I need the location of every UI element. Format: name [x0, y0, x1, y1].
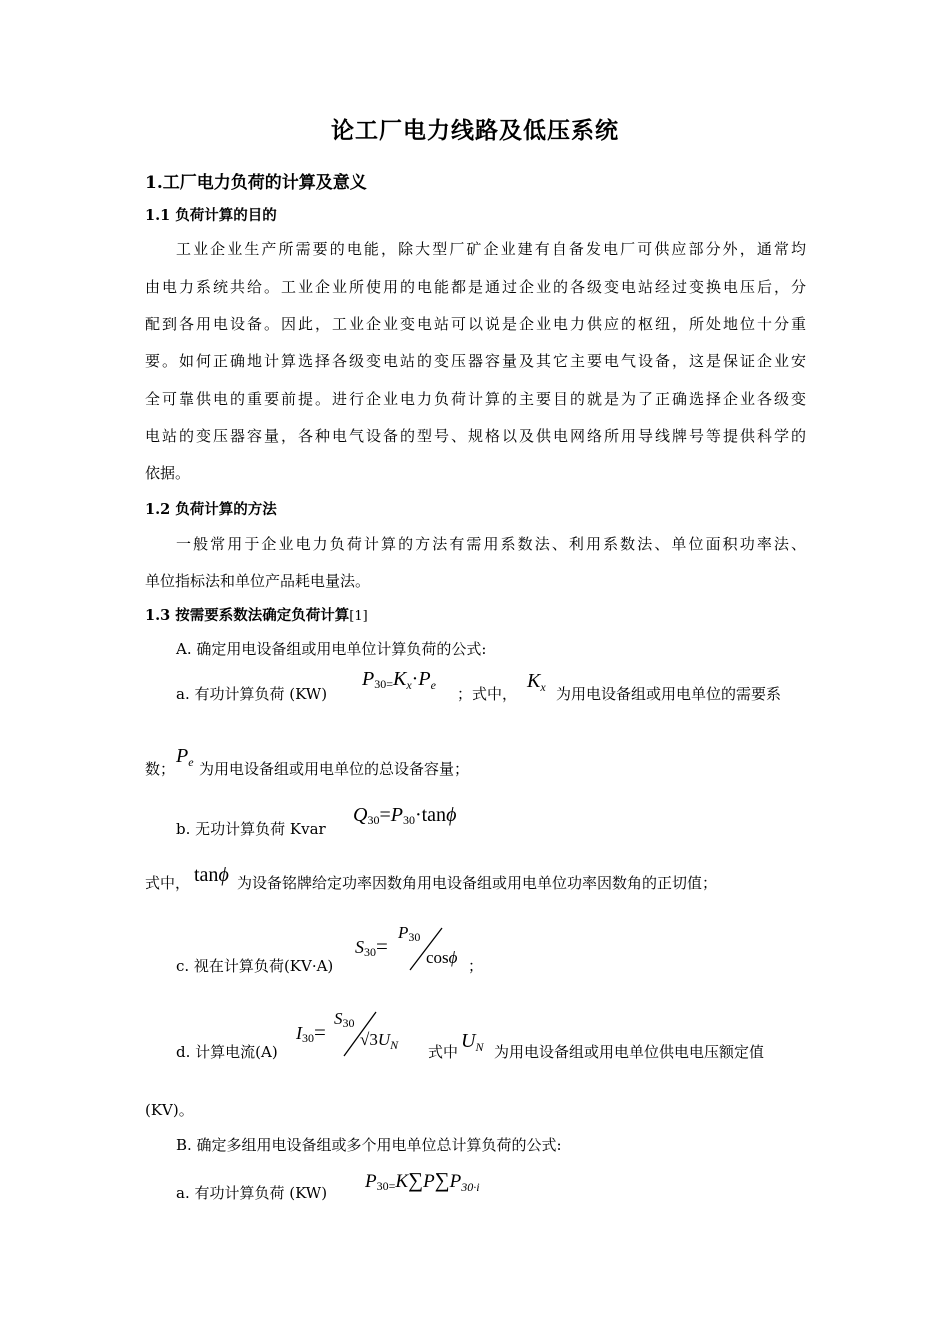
tan-function: tan — [194, 864, 219, 886]
part-b-heading: B. 确定多组用电设备组或多个用电单位总计算负荷的公式: — [176, 1136, 562, 1154]
paragraph-line: 一般常用于企业电力负荷计算的方法有需用系数法、利用系数法、单位面积功率法、 — [176, 535, 806, 553]
section-heading-1: 1.工厂电力负荷的计算及意义 — [145, 173, 367, 193]
document-title: 论工厂电力线路及低压系统 — [331, 117, 619, 144]
sigma-symbol: ∑ — [408, 1168, 424, 1192]
symbol-u: U — [461, 1030, 476, 1052]
symbol-tan-phi — [194, 864, 229, 887]
symbol-p: P — [418, 668, 431, 690]
symbol-kx — [527, 670, 546, 695]
subscript: 30 — [376, 1179, 389, 1193]
citation-ref: [1] — [349, 609, 368, 624]
paragraph-line: 依据。 — [145, 464, 191, 482]
equals-sign: = — [388, 1179, 396, 1193]
subscript: N — [475, 1040, 484, 1054]
symbol-k: K — [393, 668, 407, 690]
symbol-u: U — [377, 1030, 391, 1049]
symbol-p: P — [423, 1171, 435, 1192]
section-heading-1-1: 1.1 负荷计算的目的 — [145, 207, 277, 224]
subscript: e — [188, 755, 194, 769]
paragraph-line: 配到各用电设备。因此，工业企业变电站可以说是企业电力供应的枢纽，所处地位十分重 — [145, 315, 806, 333]
subscript: 30 — [302, 1031, 314, 1045]
section-heading-1-3 — [145, 604, 368, 625]
subscript: 30 — [402, 813, 415, 827]
formula-i30 — [296, 1020, 326, 1046]
paragraph-line: 电站的变压器容量，各种电气设备的型号、规格以及供电网络所用导线牌号等提供科学的 — [145, 427, 806, 445]
formula-a-cont-start: 数； — [145, 760, 176, 778]
symbol-p: P — [449, 1171, 462, 1192]
subscript: 30 — [367, 813, 380, 827]
subscript: e — [430, 678, 436, 692]
fraction-denominator — [360, 1030, 398, 1053]
symbol-p: P — [362, 668, 375, 690]
formula-b-note-end: 为设备铭牌给定功率因数角用电设备组或用电单位功率因数角的正切值； — [237, 874, 718, 892]
dot-operator: · — [414, 804, 422, 826]
formula-c-label: c. 视在计算负荷(KV·A) — [176, 957, 334, 975]
heading-text: 1.3 按需要系数法确定负荷计算 — [145, 607, 350, 624]
formula-d-label: d. 计算电流(A) — [176, 1043, 278, 1061]
subscript: 30 — [408, 930, 421, 944]
formula-b-label: b. 无功计算负荷 Kvar — [176, 820, 326, 838]
paragraph-line: 单位指标法和单位产品耗电量法。 — [145, 572, 371, 590]
paragraph-line: 工业企业生产所需要的电能，除大型厂矿企业建有自备发电厂可供应部分外，通常均 — [176, 240, 806, 258]
symbol-pe — [176, 745, 194, 770]
formula-p30-sum — [365, 1168, 480, 1195]
subscript: 30 — [342, 1016, 355, 1030]
symbol-p: P — [365, 1171, 377, 1192]
cos-function: cos — [426, 948, 449, 967]
sqrt-three: √3 — [360, 1030, 378, 1049]
symbol-i: I — [296, 1023, 302, 1043]
symbol-un — [461, 1030, 483, 1055]
equals-sign: = — [379, 804, 391, 826]
formula-a-label: a. 有功计算负荷 (KW) — [176, 685, 328, 703]
formula-d-mid: 式中 — [428, 1043, 459, 1061]
symbol-phi: ϕ — [446, 804, 457, 826]
symbol-p: P — [390, 804, 403, 826]
symbol-p: P — [176, 745, 189, 767]
formula-c-tail: ； — [468, 957, 484, 975]
subscript: 30 — [374, 677, 387, 691]
formula-q30 — [353, 804, 456, 828]
formula-a-tail-text: 为用电设备组或用电单位的需要系 — [556, 685, 782, 703]
equals-sign: = — [314, 1020, 326, 1044]
formula-s30 — [355, 934, 388, 960]
equals-sign: = — [376, 934, 388, 958]
subscript: N — [390, 1038, 399, 1052]
fraction-denominator — [426, 948, 457, 968]
symbol-p: P — [398, 923, 409, 942]
symbol-s: S — [334, 1009, 343, 1028]
formula-a-mid-text: ；式中， — [457, 685, 518, 703]
symbol-phi: ϕ — [448, 948, 458, 967]
sigma-symbol: ∑ — [434, 1168, 450, 1192]
formula-a-cont-end: 为用电设备组或用电单位的总设备容量； — [199, 760, 470, 778]
tan-function: tan — [421, 804, 447, 826]
symbol-k: K — [527, 670, 541, 692]
dot-operator: · — [411, 668, 419, 690]
symbol-q: Q — [353, 804, 368, 826]
section-heading-1-2: 1.2 负荷计算的方法 — [145, 501, 277, 518]
formula-d-cont: (KV)。 — [145, 1101, 194, 1119]
paragraph-line: 由电力系统共给。工业企业所使用的电能都是通过企业的各级变电站经过变换电压后，分 — [145, 278, 806, 296]
equals-sign: = — [386, 677, 393, 691]
part-a-heading: A. 确定用电设备组或用电单位计算负荷的公式: — [176, 640, 487, 658]
formula-p30-kx-pe — [362, 668, 436, 693]
paragraph-line: 要。如何正确地计算选择各级变电站的变压器容量及其它主要电气设备，这是保证企业安 — [145, 352, 806, 370]
paragraph-line: 全可靠供电的重要前提。进行企业电力负荷计算的主要目的就是为了正确选择企业各级变 — [145, 390, 806, 408]
symbol-k: K — [395, 1171, 409, 1192]
subscript: x — [406, 678, 412, 692]
formula-d-tail: 为用电设备组或用电单位供电电压额定值 — [494, 1043, 765, 1061]
symbol-s: S — [355, 937, 364, 957]
symbol-phi: ϕ — [218, 864, 229, 886]
formula-b-a-label: a. 有功计算负荷 (KW) — [176, 1184, 328, 1202]
subscript: 30·i — [461, 1180, 480, 1194]
subscript: x — [540, 680, 546, 694]
formula-b-note-start: 式中， — [145, 874, 191, 892]
subscript: 30 — [364, 945, 376, 959]
